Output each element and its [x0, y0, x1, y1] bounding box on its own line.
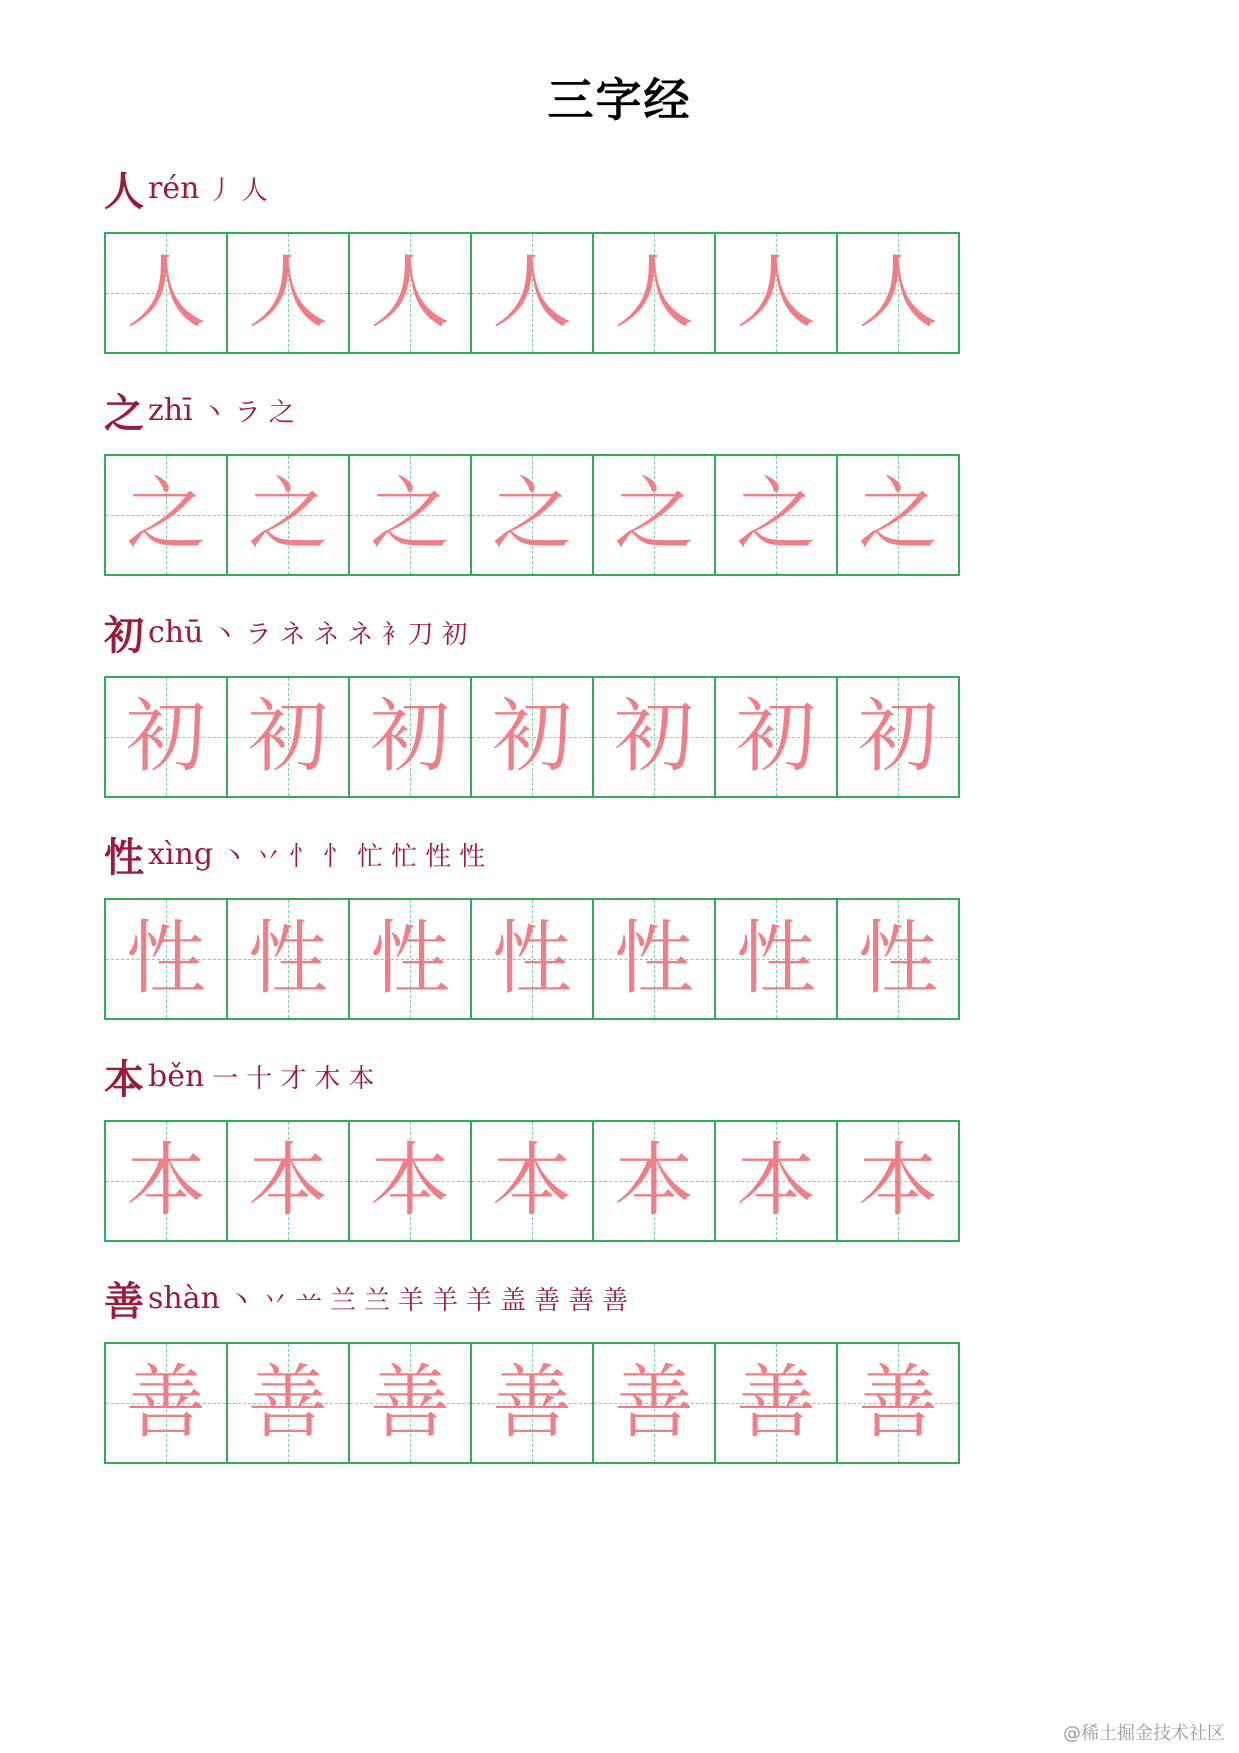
char-header [104, 1048, 964, 1108]
char-header [104, 604, 964, 664]
stroke-step: ラ [245, 620, 272, 650]
trace-character: 本 [736, 1134, 816, 1227]
tian-grid-cell [472, 234, 594, 352]
tian-grid-cell [350, 900, 472, 1018]
header-character: 初 [104, 612, 144, 659]
tian-grid-cell [350, 234, 472, 352]
trace-character: 善 [370, 1356, 450, 1449]
stroke-step: 丶 [227, 1286, 254, 1316]
trace-character: 本 [126, 1134, 206, 1227]
stroke-step: 十 [246, 1064, 273, 1094]
tian-grid-cell [228, 1344, 350, 1462]
trace-character: 初 [370, 690, 450, 783]
stroke-step: 丷 [261, 1286, 288, 1316]
tian-grid-cell [106, 900, 228, 1018]
stroke-step: 本 [348, 1064, 375, 1094]
trace-character: 之 [614, 468, 694, 561]
header-character: 本 [104, 1056, 144, 1103]
trace-character: 本 [858, 1134, 938, 1227]
trace-character: 性 [858, 912, 938, 1005]
char-header [104, 826, 964, 886]
trace-character: 善 [614, 1356, 694, 1449]
trace-character: 人 [614, 246, 694, 339]
tian-grid-cell [228, 234, 350, 352]
trace-character: 初 [248, 690, 328, 783]
tian-grid-row [104, 898, 960, 1020]
trace-character: 人 [492, 246, 572, 339]
stroke-step: 盖 [500, 1286, 527, 1316]
header-character: 善 [104, 1278, 144, 1325]
tian-grid-cell [106, 1122, 228, 1240]
stroke-step: 一 [212, 1064, 239, 1094]
tian-grid-cell [594, 678, 716, 796]
trace-character: 性 [614, 912, 694, 1005]
trace-character: 人 [736, 246, 816, 339]
trace-character: 初 [492, 690, 572, 783]
trace-character: 本 [248, 1134, 328, 1227]
stroke-step: 初 [441, 620, 468, 650]
trace-character: 人 [858, 246, 938, 339]
watermark: @稀土掘金技术社区 [1063, 1723, 1225, 1744]
trace-character: 初 [126, 690, 206, 783]
stroke-step: 性 [459, 842, 486, 872]
pinyin-label: rén [148, 171, 200, 206]
char-section-2 [104, 382, 964, 561]
tian-grid-cell [716, 1344, 838, 1462]
trace-character: 人 [126, 246, 206, 339]
trace-character: 初 [858, 690, 938, 783]
stroke-step: 木 [314, 1064, 341, 1094]
char-header [104, 160, 964, 220]
char-section-1 [104, 160, 964, 339]
trace-character: 本 [492, 1134, 572, 1227]
tian-grid-cell [594, 456, 716, 574]
pinyin-label: chū [148, 615, 204, 650]
tian-grid-cell [594, 234, 716, 352]
tian-grid-row [104, 232, 960, 354]
tian-grid-cell [716, 234, 838, 352]
trace-character: 初 [736, 690, 816, 783]
tian-grid-row [104, 454, 960, 576]
stroke-step: 人 [241, 176, 268, 206]
tian-grid-cell [228, 456, 350, 574]
trace-character: 性 [736, 912, 816, 1005]
pinyin-label: xìng [148, 837, 214, 872]
char-section-3 [104, 604, 964, 783]
stroke-step: 羊 [466, 1286, 493, 1316]
trace-character: 本 [370, 1134, 450, 1227]
tian-grid-cell [716, 456, 838, 574]
tian-grid-cell [472, 1344, 594, 1462]
tian-grid-cell [350, 456, 472, 574]
header-character: 人 [104, 168, 144, 215]
trace-character: 性 [370, 912, 450, 1005]
tian-grid-cell [106, 234, 228, 352]
tian-grid-cell [106, 1344, 228, 1462]
tian-grid-cell [472, 456, 594, 574]
tian-grid-row [104, 1342, 960, 1464]
char-section-5 [104, 1048, 964, 1227]
tian-grid-cell [228, 678, 350, 796]
tian-grid-cell [838, 900, 958, 1018]
stroke-step: 之 [268, 398, 295, 428]
tian-grid-cell [838, 456, 958, 574]
trace-character: 人 [370, 246, 450, 339]
trace-character: 之 [736, 468, 816, 561]
tian-grid-cell [716, 900, 838, 1018]
pinyin-label: shàn [148, 1281, 220, 1316]
pinyin-label: běn [148, 1059, 205, 1094]
trace-character: 善 [858, 1356, 938, 1449]
trace-character: 善 [492, 1356, 572, 1449]
trace-character: 本 [614, 1134, 694, 1227]
stroke-step: ネ [279, 620, 306, 650]
trace-character: 性 [126, 912, 206, 1005]
stroke-step: 衤刀 [381, 620, 434, 650]
tian-grid-cell [594, 1344, 716, 1462]
stroke-step: 善 [534, 1286, 561, 1316]
trace-character: 善 [248, 1356, 328, 1449]
tian-grid-cell [716, 678, 838, 796]
header-character: 性 [104, 834, 144, 881]
trace-character: 善 [126, 1356, 206, 1449]
stroke-step: 善 [602, 1286, 629, 1316]
stroke-step: 忄 [289, 842, 316, 872]
stroke-step: 羊 [432, 1286, 459, 1316]
stroke-step: ネ [313, 620, 340, 650]
stroke-step: 忙 [391, 842, 418, 872]
stroke-step: ラ [234, 398, 261, 428]
trace-character: 初 [614, 690, 694, 783]
stroke-step: 忙 [357, 842, 384, 872]
tian-grid-cell [838, 1344, 958, 1462]
trace-character: 之 [858, 468, 938, 561]
trace-character: 人 [248, 246, 328, 339]
stroke-step: 丶 [221, 842, 248, 872]
tian-grid-cell [594, 1122, 716, 1240]
trace-character: 之 [126, 468, 206, 561]
trace-character: 之 [492, 468, 572, 561]
tian-grid-cell [350, 1122, 472, 1240]
tian-grid-cell [594, 900, 716, 1018]
char-section-6 [104, 1270, 964, 1449]
tian-grid-cell [228, 900, 350, 1018]
trace-character: 性 [248, 912, 328, 1005]
stroke-step: 才 [280, 1064, 307, 1094]
stroke-step: ネ [347, 620, 374, 650]
tian-grid-row [104, 676, 960, 798]
stroke-step: 性 [425, 842, 452, 872]
header-character: 之 [104, 390, 144, 437]
stroke-step: 丷 [255, 842, 282, 872]
stroke-step: 善 [568, 1286, 595, 1316]
tian-grid-cell [106, 456, 228, 574]
tian-grid-cell [472, 678, 594, 796]
stroke-step: 丶 [200, 398, 227, 428]
char-header [104, 1270, 964, 1330]
stroke-step: 丿 [207, 176, 234, 206]
char-header [104, 382, 964, 442]
trace-character: 性 [492, 912, 572, 1005]
stroke-step: 兰 [364, 1286, 391, 1316]
stroke-step: 䒑 [295, 1286, 322, 1316]
trace-character: 善 [736, 1356, 816, 1449]
tian-grid-cell [838, 1122, 958, 1240]
stroke-step: 羊 [398, 1286, 425, 1316]
tian-grid-cell [838, 234, 958, 352]
tian-grid-cell [106, 678, 228, 796]
tian-grid-cell [350, 678, 472, 796]
trace-character: 之 [370, 468, 450, 561]
stroke-step: 丶 [211, 620, 238, 650]
tian-grid-cell [716, 1122, 838, 1240]
tian-grid-cell [228, 1122, 350, 1240]
tian-grid-cell [472, 1122, 594, 1240]
trace-character: 之 [248, 468, 328, 561]
pinyin-label: zhī [148, 393, 193, 428]
tian-grid-cell [472, 900, 594, 1018]
tian-grid-cell [838, 678, 958, 796]
page-title: 三字经 [547, 73, 692, 127]
stroke-step: 忄 [323, 842, 350, 872]
tian-grid-cell [350, 1344, 472, 1462]
tian-grid-row [104, 1120, 960, 1242]
char-section-4 [104, 826, 964, 1005]
stroke-step: 兰 [329, 1286, 356, 1316]
